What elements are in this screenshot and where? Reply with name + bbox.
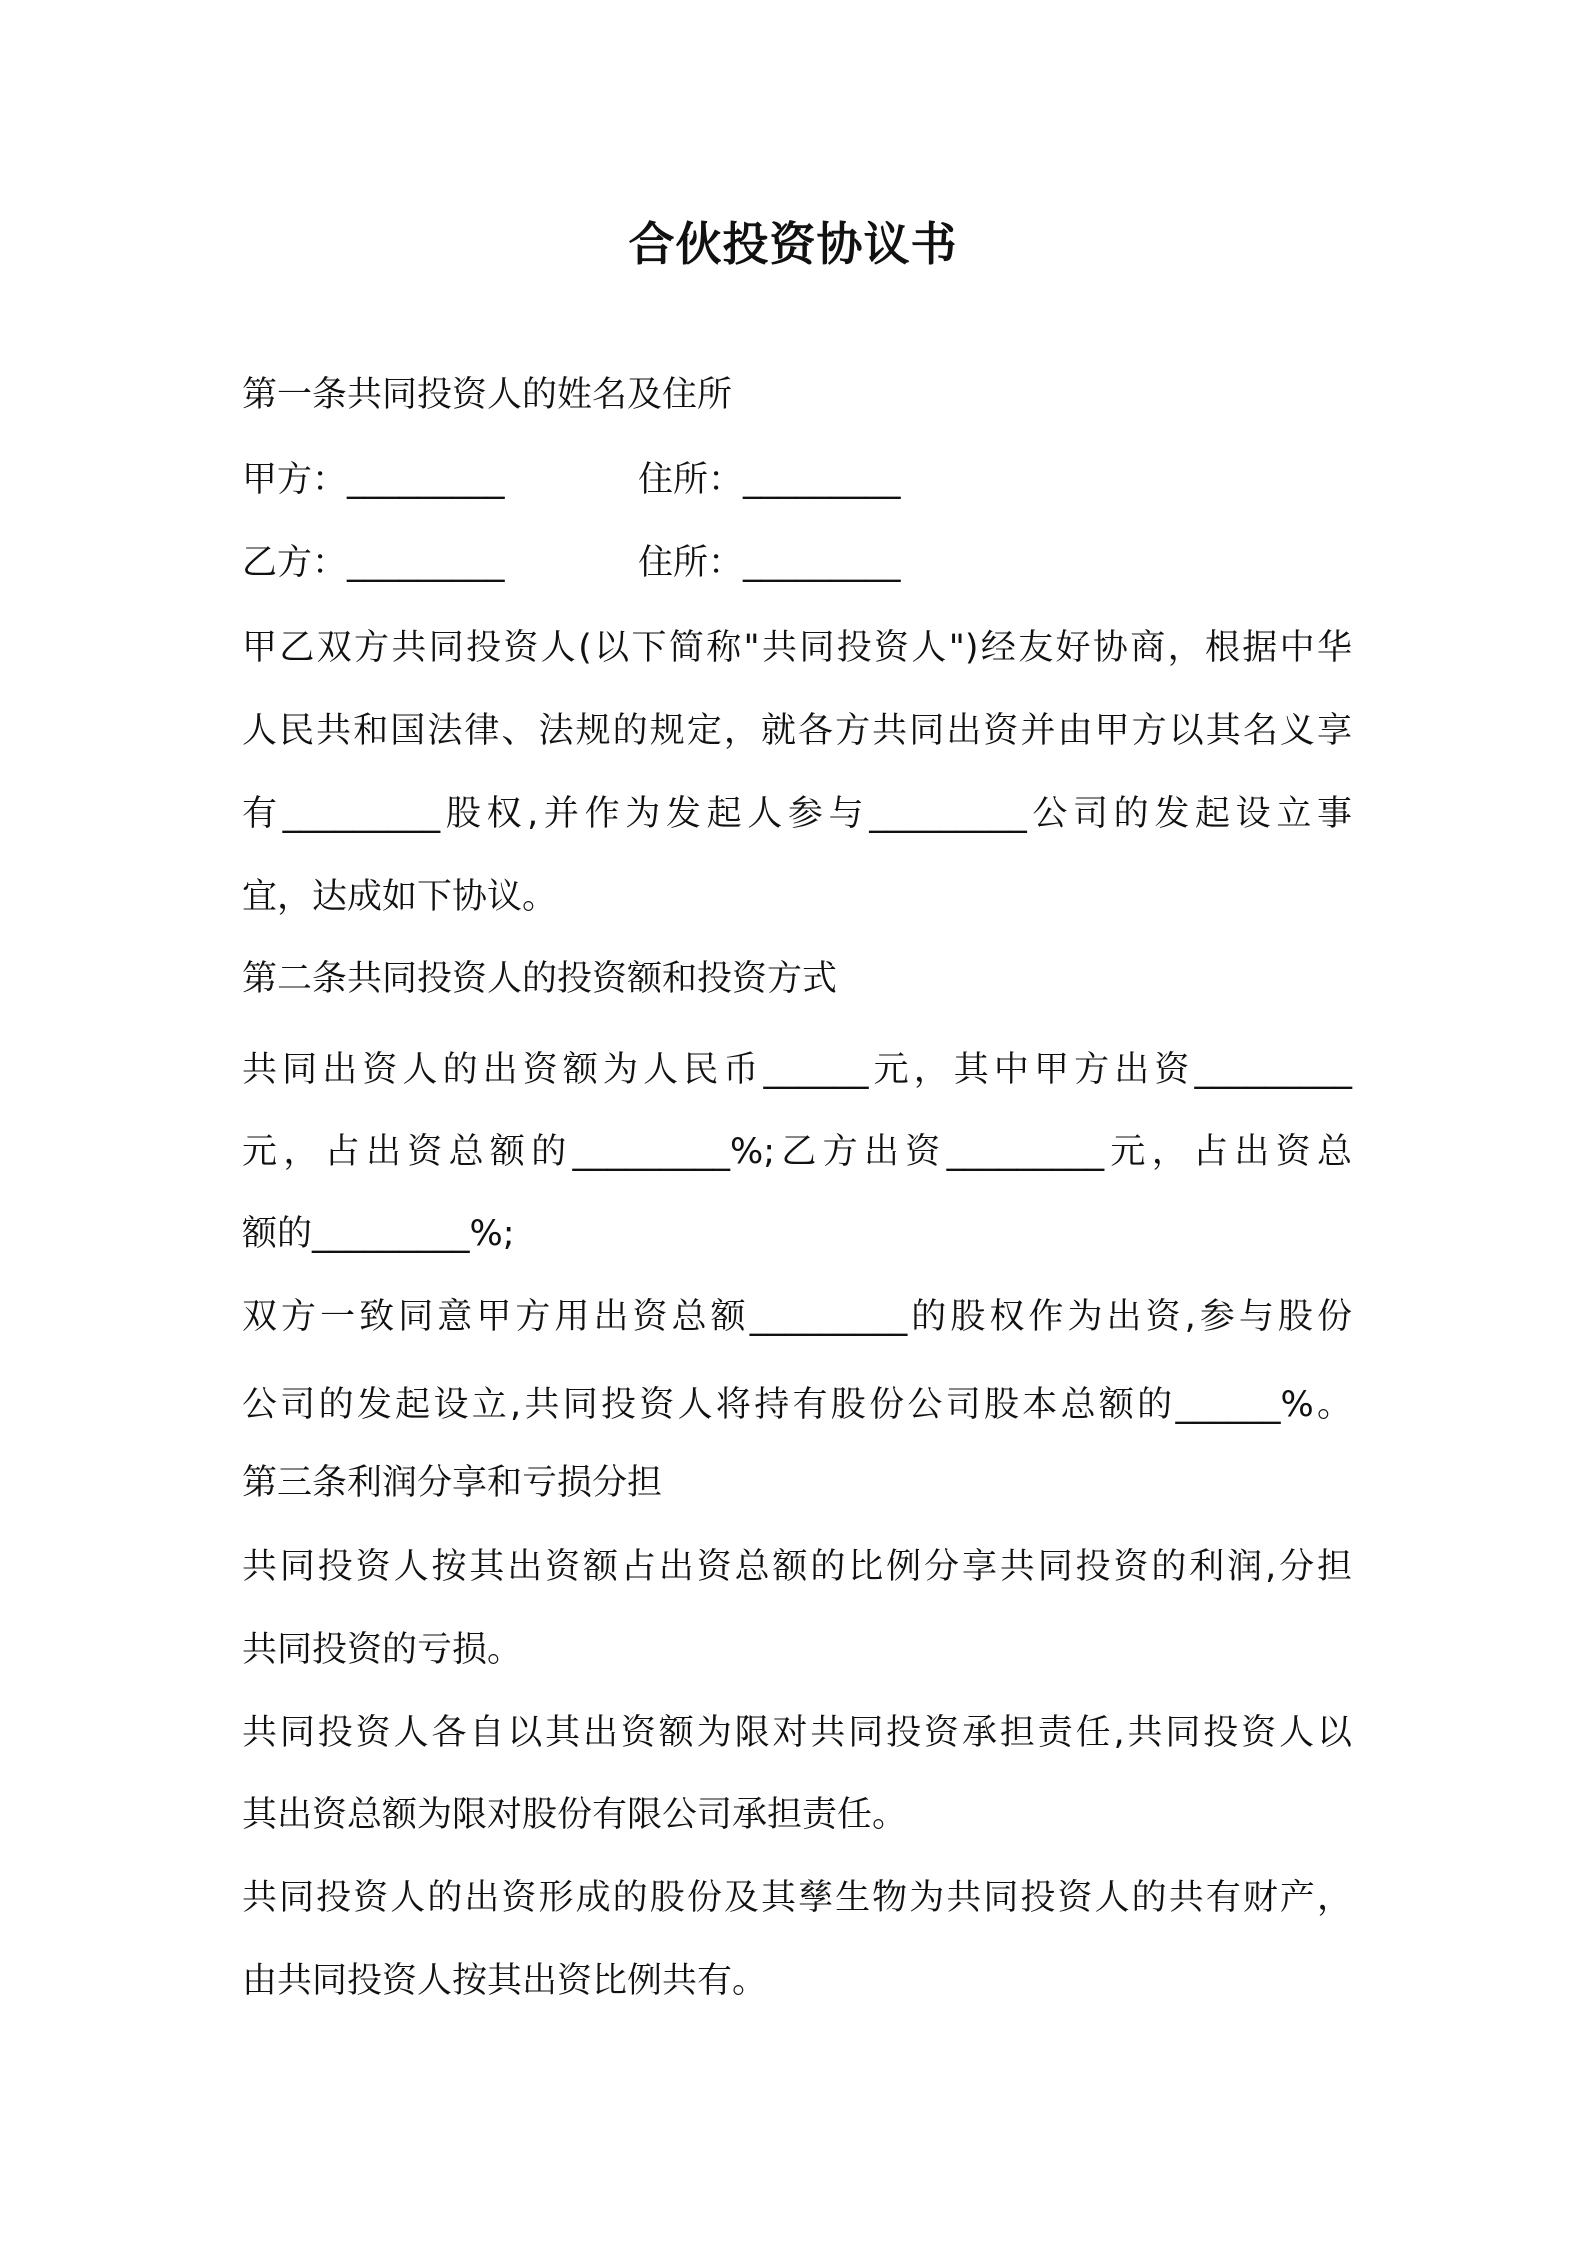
paragraph-line: 人民共和国法律、法规的规定，就各方共同出资并由甲方以其名义享 [242, 711, 1352, 751]
paragraph-line: 共同投资人按其出资额占出资总额的比例分享共同投资的利润,分担 [242, 1547, 1352, 1587]
paragraph-line: 元，占出资总额的_________%;乙方出资_________元，占出资总 [242, 1132, 1352, 1172]
paragraph-line: 共同投资人的出资形成的股份及其孳生物为共同投资人的共有财产， [242, 1878, 1352, 1918]
document-title: 合伙投资协议书 [628, 217, 958, 271]
party-b-label: 乙方：_________ [242, 543, 505, 583]
paragraph-line: 由共同投资人按其出资比例共有。 [242, 1961, 768, 2001]
party-a-address: 住所：_________ [638, 460, 901, 500]
party-b-address: 住所：_________ [638, 543, 901, 583]
paragraph-line: 宜，达成如下协议。 [242, 877, 558, 917]
paragraph-line: 其出资总额为限对股份有限公司承担责任。 [242, 1795, 908, 1835]
party-a-row [242, 456, 901, 504]
article-2-heading: 第二条共同投资人的投资额和投资方式 [242, 959, 838, 999]
paragraph-line: 共同投资人各自以其出资额为限对共同投资承担责任,共同投资人以 [242, 1713, 1352, 1753]
paragraph-line: 额的_________%; [242, 1214, 515, 1254]
article-1-heading: 第一条共同投资人的姓名及住所 [242, 375, 733, 415]
paragraph-line: 共同投资的亏损。 [242, 1630, 523, 1670]
paragraph-line: 共同出资人的出资额为人民币______元，其中甲方出资_________ [242, 1050, 1352, 1090]
paragraph-line: 公司的发起设立,共同投资人将持有股份公司股本总额的______%。 [242, 1385, 1352, 1425]
paragraph-line: 双方一致同意甲方用出资总额_________的股权作为出资,参与股份 [242, 1297, 1352, 1337]
article-3-heading: 第三条利润分享和亏损分担 [242, 1463, 663, 1503]
paragraph-line: 有_________股权,并作为发起人参与_________公司的发起设立事 [242, 794, 1352, 834]
party-b-row [242, 539, 901, 587]
party-a-label: 甲方：_________ [242, 460, 505, 500]
paragraph-line: 甲乙双方共同投资人(以下简称"共同投资人")经友好协商，根据中华 [242, 628, 1352, 668]
